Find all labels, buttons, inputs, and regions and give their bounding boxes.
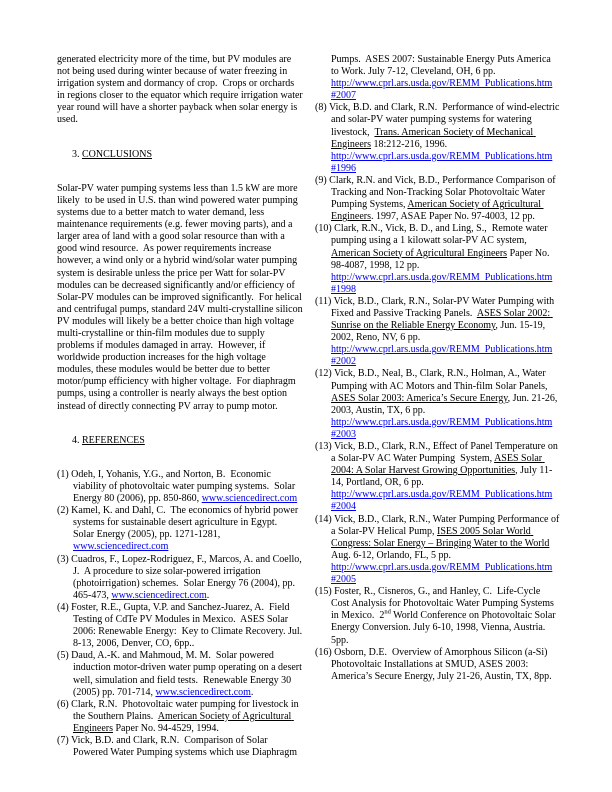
conclusions-heading-title: CONCLUSIONS (82, 148, 153, 160)
reference-text: . (250, 686, 254, 698)
references-list-left (57, 469, 303, 759)
reference-text: Paper No. 98-4087, 1998, 12 pp. (331, 247, 553, 271)
conclusions-heading-number: 3. (72, 148, 82, 160)
reference-item (315, 175, 561, 223)
reference-text: Paper No. 94-4529, 1994. (113, 722, 219, 734)
reference-item (315, 586, 561, 646)
reference-number: (14) (315, 513, 334, 525)
reference-number: (16) (315, 646, 335, 658)
ordinal-superscript: nd (384, 608, 391, 616)
references-list-right (315, 102, 561, 683)
reference-text: 18:212-216, 1996. (371, 138, 450, 150)
reference-text: Vick, B.D., Clark, R.N., Water Pumping Performance of a Solar-PV Helical Pump, (331, 513, 562, 537)
publication-title: Trans. American Society of Mechanical Engineers (331, 126, 536, 150)
hyperlink[interactable]: http://www.cprl.ars.usda.gov/REMM_Publications.htm#1998 (331, 271, 553, 295)
reference-text: Clark, R.N. and Vick, B.D., Performance Comparison of Tracking and Non-Tracking Solar Photovoltaic Water Pumping Systems, (329, 174, 558, 211)
reference-text: , Jun. 15-19, 2002, Reno, NV, 6 pp. (331, 320, 548, 344)
reference-text: Odeh, I, Yohanis, Y.G., and Norton, B. Economic viability of photovoltaic water pumping systems. Solar Energy 80 (2006), pp. 850-860, (71, 468, 298, 505)
reference-text: Daud, A.-K. and Mahmoud, M. M. Solar powered induction motor-driven water pump operating on a desert well, simulation and field tests. Renewable Energy 30 (2005) pp. 701-714, (71, 650, 305, 698)
reference-number: (10) (315, 223, 335, 235)
reference-item (315, 368, 561, 441)
reference-item (57, 650, 303, 698)
reference-item (57, 469, 303, 505)
references-heading-number: 4. (72, 434, 82, 446)
references-heading (57, 423, 303, 459)
reference-text: , July 11-14, Portland, OR, 6 pp. (331, 465, 553, 489)
reference-item (315, 514, 561, 587)
reference-number: (15) (315, 586, 335, 598)
reference-text: Kamel, K. and Dahl, C. The economics of hybrid power systems for sustainable desert agriculture in Egypt. Solar Energy (2005), pp. 1271-1281, (71, 505, 301, 541)
reference-text: Vick, B.D. and Clark, R.N. Performance of wind-electric and solar-PV water pumping systems for watering livestock, (328, 102, 562, 138)
left-column (57, 54, 306, 759)
reference-item (57, 602, 303, 650)
hyperlink[interactable]: http://www.cprl.ars.usda.gov/REMM_Publications.htm#2007 (331, 78, 553, 102)
reference-number: (4) (57, 601, 72, 613)
publication-title: American Society of Agricultural Engineers (331, 199, 544, 223)
reference-text: World Conference on Photovoltaic Solar Energy Conversion. July 6-10, 1998, Vienna, Austria. 5pp. (331, 610, 559, 646)
reference-text: , Jun. 21-26, 2003, Austin, TX, 6 pp. (331, 392, 560, 416)
reference-number: (9) (315, 174, 330, 186)
reference-7-continuation (315, 54, 561, 102)
reference-text: Vick, B.D., Clark, R.N., Solar-PV Water Pumping with Fixed and Passive Tracking Panels. (331, 295, 557, 319)
reference-text: . (206, 589, 210, 601)
hyperlink[interactable]: http://www.cprl.ars.usda.gov/REMM_Publications.htm#2003 (331, 416, 553, 440)
reference-item (57, 554, 303, 602)
reference-item (315, 102, 561, 175)
publication-title: American Society of Agricultural Engineers (331, 247, 508, 259)
conclusions-heading (57, 137, 303, 173)
references-heading-title: REFERENCES (82, 434, 145, 446)
hyperlink[interactable]: http://www.cprl.ars.usda.gov/REMM_Publications.htm#2004 (331, 489, 553, 513)
reference-number: (1) (57, 468, 72, 480)
reference-text: . 1997, ASAE Paper No. 97-4003, 12 pp. (371, 211, 535, 223)
publication-title: ISES 2005 Solar World Congress: Solar Energy – Bringing Water to the World (331, 525, 550, 549)
reference-text: Foster, R.E., Gupta, V.P. and Sanchez-Juarez, A. Field Testing of CdTe PV Modules in Mexico. ASES Solar 2006: Renewable Energy: Key to Climate Recovery. Jul. 8-13, 2006, Denver, CO, 6pp.. (71, 601, 305, 650)
hyperlink[interactable]: http://www.cprl.ars.usda.gov/REMM_Publications.htm#2002 (331, 344, 553, 368)
reference-item (57, 505, 303, 553)
publication-title: ASES Solar 2004: A Solar Harvest Growing Opportunities (331, 453, 545, 477)
reference-text: Clark, R.N., Vick, B. D., and Ling, S., Remote water pumping using a 1 kilowatt solar-PV AC system, (331, 223, 551, 247)
hyperlink[interactable]: www.sciencedirect.com (201, 493, 298, 505)
reference-text: Clark, R.N. Photovoltaic water pumping for livestock in the Southern Plains. (71, 698, 302, 722)
reference-text: Vick, B.D., Clark, R.N., Effect of Panel Temperature on a Solar-PV AC Water Pumping System, (331, 441, 561, 465)
reference-item (315, 223, 561, 296)
reference-text: Vick, B.D. and Clark, R.N. Comparison of Solar Powered Water Pumping systems which use Diaphragm (70, 734, 297, 759)
reference-item (57, 699, 303, 735)
hyperlink[interactable]: www.sciencedirect.com (155, 686, 251, 698)
reference-item (315, 647, 561, 683)
publication-title: ASES Solar 2002: Sunrise on the Reliable Energy Economy (331, 307, 553, 332)
reference-number: (7) (57, 734, 71, 746)
reference-text: Vick, B.D., Neal, B., Clark, R.N., Holman, A., Water Pumping with AC Motors and Thin-film Solar Panels, (331, 368, 550, 392)
hyperlink[interactable]: www.sciencedirect.com (111, 589, 207, 601)
reference-number: (11) (315, 295, 334, 307)
reference-text: Osborn, D.E. Overview of Amorphous Silicon (a-Si) Photovoltaic Installations at SMUD, ASES 2003: America’s Secure Energy, July 21-26, Austin, TX, 8pp. (331, 646, 552, 682)
reference-text: Aug. 6-12, Orlando, FL, 5 pp. (331, 537, 552, 561)
intro-paragraph: generated electricity more of the time, but PV modules are not being used during winter because of water freezing in irrigation system and dormancy of crop. Crops or orchards in regions closer to the equator which require irrigation water year round will have a shorter payback when solar energy is used. (57, 54, 306, 126)
reference-number: (5) (57, 650, 72, 662)
reference-number: (2) (57, 505, 72, 517)
conclusions-paragraph: Solar-PV water pumping systems less than 1.5 kW are more likely to be used in U.S. than wind powered water pumping systems due to a better match to water demand, less maintenance requirements (e.g. fewer moving parts), and a larger area of land with a good solar resource than with a good wind resource. As power requirements increase however, a wind only or a hybrid wind/solar water pumping system is desirable unless the price per Watt for solar-PV modules can be decreased significantly and/or efficiency of Solar-PV modules can be improved significantly. For helical and centrifugal pumps, standard 24V multi-crystalline silicon PV modules will likely be a better choice than high voltage multi-crystalline or thin-film modules due to supply problems if modules damaged in array. However, if worldwide production increases for the high voltage modules, these modules would be better due to better motor/pump efficiency with higher voltage. For diaphragm pumps, using a controller is nearly always the best option instead of directly connecting PV array to pump motor. (57, 182, 306, 412)
publication-title: American Society of Agricultural Engineers (73, 710, 294, 734)
reference-number: (3) (57, 553, 72, 565)
reference-number: (13) (315, 441, 334, 452)
reference-text: Foster, R., Cisneros, G., and Hanley, C. Life-Cycle Cost Analysis for Photovoltaic Water Pumping Systems in Mexico. 2 (331, 586, 557, 622)
hyperlink[interactable]: www.sciencedirect.com (73, 541, 169, 553)
reference-number: (12) (315, 368, 334, 380)
reference-text: Pumps. ASES 2007: Sustainable Energy Puts America to Work. July 7-12, Cleveland, OH, 6 pp. (331, 54, 554, 78)
publication-title: ASES Solar 2003: America’s Secure Energy (331, 392, 508, 404)
reference-item (315, 441, 561, 514)
reference-number: (8) (315, 102, 329, 114)
right-column (315, 54, 561, 683)
reference-item (315, 296, 561, 369)
reference-number: (6) (57, 698, 72, 710)
reference-item (57, 735, 303, 759)
reference-text: Cuadros, F., Lopez-Rodriguez, F., Marcos, A. and Coello, J. A procedure to size solar-powered irrigation (photoirrigation) schemes. Solar Energy 76 (2004), pp. 465-473, (71, 553, 305, 601)
hyperlink[interactable]: http://www.cprl.ars.usda.gov/REMM_Publications.htm#2005 (331, 561, 553, 586)
hyperlink[interactable]: http://www.cprl.ars.usda.gov/REMM_Publications.htm#1996 (331, 150, 553, 174)
